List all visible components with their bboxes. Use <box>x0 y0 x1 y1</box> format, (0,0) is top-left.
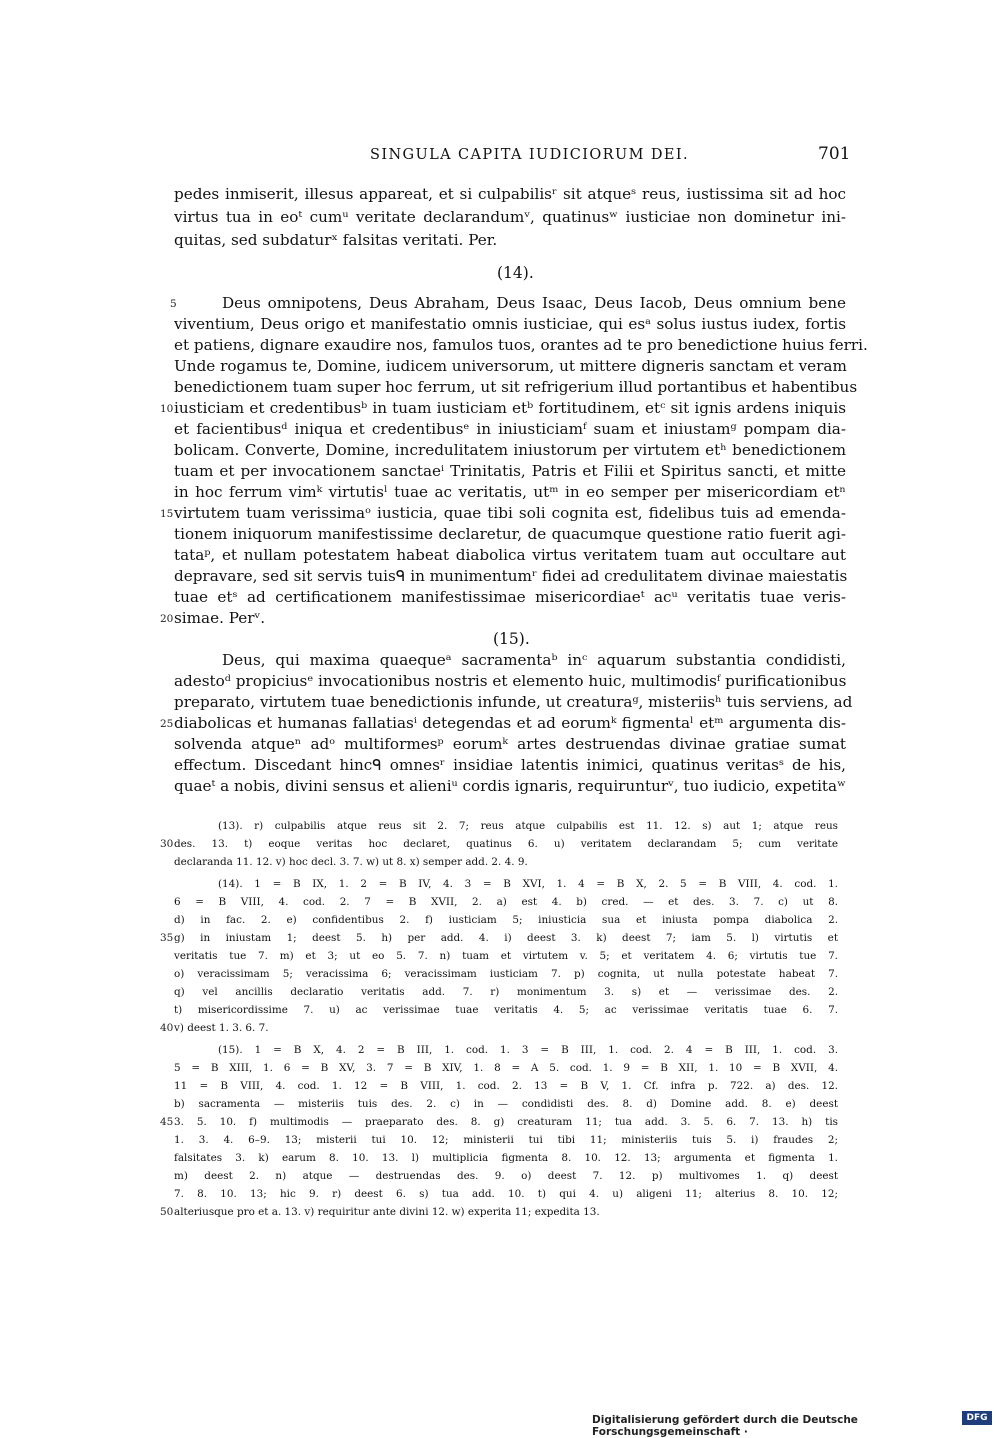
footnote-line: v) deest 1. 3. 6. 7. <box>174 1022 269 1034</box>
footnote-line: (15). 1 = B X, 4. 2 = B III, 1. cod. 1. 3 = B III, 1. cod. 2. 4 = B III, 1. cod. 3. <box>218 1044 838 1056</box>
footnote-line: 5 = B XIII, 1. 6 = B XV, 3. 7 = B XIV, 1. 8 = A 5. cod. 1. 9 = B XII, 1. 10 = B XVII, 4. <box>174 1062 838 1074</box>
text-line: pedes inmiserit, illesus appareat, et si culpabilisʳ sit atqueˢ reus, iustissima sit ad hoc <box>174 185 846 203</box>
footnote-line: q) vel ancillis declaratio veritatis add. 7. r) monimentum 3. s) et — verissimae des. 2. <box>174 986 838 998</box>
text-line: tuam et per invocationem sanctaeⁱ Trinitatis, Patris et Filii et Spiritus sancti, et mitte <box>174 462 846 480</box>
text-line: tataᵖ, et nullam potestatem habeat diabolica virtus veritatem tuam aut occultare aut <box>174 546 846 564</box>
text-line: viventium, Deus origo et manifestatio omnis iusticiae, qui esᵃ solus iustus iudex, fortis <box>174 315 846 333</box>
text-line: quitas, sed subdaturˣ falsitas veritati. Per. <box>174 231 498 249</box>
footnote-line: b) sacramenta — misteriis tuis des. 2. c) in — condidisti des. 8. d) Domine add. 8. e) deest <box>174 1098 838 1110</box>
text-line: et patiens, dignare exaudire nos, famulos tuos, orantes ad te pro benedictione huius ferri. <box>174 336 868 354</box>
footnote-line: 11 = B VIII, 4. cod. 1. 12 = B VIII, 1. cod. 2. 13 = B V, 1. Cf. infra p. 722. a) des. 12. <box>174 1080 838 1092</box>
footnote-line: t) misericordissime 7. u) ac verissimae tuae veritatis 4. 5; ac verissimae veritatis tuae 6. 7. <box>174 1004 838 1016</box>
text-line: preparato, virtutem tuae benedictionis infunde, ut creaturaᵍ, misteriisʰ tuis serviens, ad <box>174 693 853 711</box>
footnote-line: o) veracissimam 5; veracissima 6; veracissimam iusticiam 7. p) cognita, ut nulla potestate habeat 7. <box>174 968 838 980</box>
line-number: 15 <box>160 508 174 520</box>
text-line: in hoc ferrum vimᵏ virtutisˡ tuae ac veritatis, utᵐ in eo semper per misericordiam etⁿ <box>174 483 846 501</box>
line-number: 10 <box>160 403 174 415</box>
text-line: tionem iniquorum manifestissime declaretur, de quacumque questione ratio fuerit agi- <box>174 525 846 543</box>
footnote-line: declaranda 11. 12. v) hoc decl. 3. 7. w) ut 8. x) semper add. 2. 4. 9. <box>174 856 528 868</box>
text-line: bolicam. Converte, Domine, incredulitatem iniustorum per virtutem etʰ benedictionem <box>174 441 846 459</box>
page-number: 701 <box>818 144 851 164</box>
text-line: quaeᵗ a nobis, divini sensus et alieniᵘ cordis ignaris, requirunturᵛ, tuo iudicio, expetitaʷ <box>174 777 846 795</box>
footnote-line: veritatis tue 7. m) et 3; ut eo 5. 7. n) tuam et virtutem v. 5; et veritatem 4. 6; virtutis tue 7. <box>174 950 838 962</box>
digitization-credit: Digitalisierung gefördert durch die Deutsche Forschungsgemeinschaft · <box>592 1414 858 1438</box>
text-line: diabolicas et humanas fallatiasⁱ detegendas et ad eorumᵏ figmentaˡ etᵐ argumenta dis- <box>174 714 846 732</box>
line-number: 5 <box>170 298 177 310</box>
text-line: solvenda atqueⁿ adᵒ multiformesᵖ eorumᵏ artes destruendas divinae gratiae sumat <box>174 735 846 753</box>
footnote-line: falsitates 3. k) earum 8. 10. 13. l) multiplicia figmenta 8. 10. 12. 13; argumenta et figmenta 1. <box>174 1152 838 1164</box>
text-line: Deus omnipotens, Deus Abraham, Deus Isaac, Deus Iacob, Deus omnium bene <box>222 294 846 312</box>
footnote-line: 7. 8. 10. 13; hic 9. r) deest 6. s) tua add. 10. t) qui 4. u) aligeni 11; alterius 8. 10. 12; <box>174 1188 838 1200</box>
line-number: 30 <box>160 838 174 850</box>
text-line: Unde rogamus te, Domine, iudicem universorum, ut mittere digneris sanctam et veram <box>174 357 847 375</box>
text-line: depravare, sed sit servis tuisᑫ in munimentumʳ fidei ad credulitatem divinae maiestatis <box>174 567 848 585</box>
text-line: virtutem tuam verissimaᵒ iusticia, quae tibi soli cognita est, fidelibus tuis ad emenda- <box>174 504 846 522</box>
text-line: simae. Perᵛ. <box>174 609 266 627</box>
footnote-line: (13). r) culpabilis atque reus sit 2. 7; reus atque culpabilis est 11. 12. s) aut 1; atque reus <box>218 820 838 832</box>
running-header <box>0 144 1000 171</box>
section-heading-14: (14). <box>497 264 534 282</box>
section-heading-15: (15). <box>493 630 530 648</box>
footnote-line: 6 = B VIII, 4. cod. 2. 7 = B XVII, 2. a) est 4. b) cred. — et des. 3. 7. c) ut 8. <box>174 896 838 908</box>
line-number: 35 <box>160 932 174 944</box>
footnote-line: g) in iniustam 1; deest 5. h) per add. 4. i) deest 3. k) deest 7; iam 5. l) virtutis et <box>174 932 838 944</box>
line-number: 45 <box>160 1116 174 1128</box>
footnote-line: 3. 5. 10. f) multimodis — praeparato des. 8. g) creaturam 11; tua add. 3. 5. 6. 7. 13. h) tis <box>174 1116 838 1128</box>
line-number: 25 <box>160 718 174 730</box>
footnote-line: m) deest 2. n) atque — destruendas des. 9. o) deest 7. 12. p) multivomes 1. q) deest <box>174 1170 838 1182</box>
footnote-line: des. 13. t) eoque veritas hoc declaret, quatinus 6. u) veritatem declarandam 5; cum veritate <box>174 838 838 850</box>
text-line: virtus tua in eoᵗ cumᵘ veritate declarandumᵛ, quatinusʷ iusticiae non dominetur ini- <box>174 208 846 226</box>
text-line: effectum. Discedant hincᑫ omnesʳ insidiae latentis inimici, quatinus veritasˢ de his, <box>174 756 846 774</box>
footnote-line: (14). 1 = B IX, 1. 2 = B IV, 4. 3 = B XVI, 1. 4 = B X, 2. 5 = B VIII, 4. cod. 1. <box>218 878 838 890</box>
dfg-logo: DFG <box>962 1411 992 1425</box>
footnote-line: d) in fac. 2. e) confidentibus 2. f) iusticiam 5; iniusticia sua et iniusta pompa diabolica 2. <box>174 914 838 926</box>
text-line: Deus, qui maxima quaequeᵃ sacramentaᵇ inᶜ aquarum substantia condidisti, <box>222 651 846 669</box>
text-line: iusticiam et credentibusᵇ in tuam iusticiam etᵇ fortitudinem, etᶜ sit ignis ardens iniquis <box>174 399 846 417</box>
footnote-line: 1. 3. 4. 6–9. 13; misterii tui 10. 12; ministerii tui tibi 11; ministeriis tuis 5. i) fraudes 2; <box>174 1134 838 1146</box>
text-line: adestoᵈ propiciusᵉ invocationibus nostris et elemento huic, multimodisᶠ purificationibus <box>174 672 847 690</box>
running-title: SINGULA CAPITA IUDICIORUM DEI. <box>370 147 690 163</box>
text-line: et facientibusᵈ iniqua et credentibusᵉ in iniusticiamᶠ suam et iniustamᵍ pompam dia- <box>174 420 846 438</box>
text-line: tuae etˢ ad certificationem manifestissimae misericordiaeᵗ acᵘ veritatis tuae veris- <box>174 588 846 606</box>
line-number: 40 <box>160 1022 174 1034</box>
footnote-line: alteriusque pro et a. 13. v) requiritur ante divini 12. w) experita 11; expedita 13. <box>174 1206 600 1218</box>
line-number: 20 <box>160 613 174 625</box>
text-line: benedictionem tuam super hoc ferrum, ut sit refrigerium illud portantibus et habentibus <box>174 378 858 396</box>
line-number: 50 <box>160 1206 174 1218</box>
